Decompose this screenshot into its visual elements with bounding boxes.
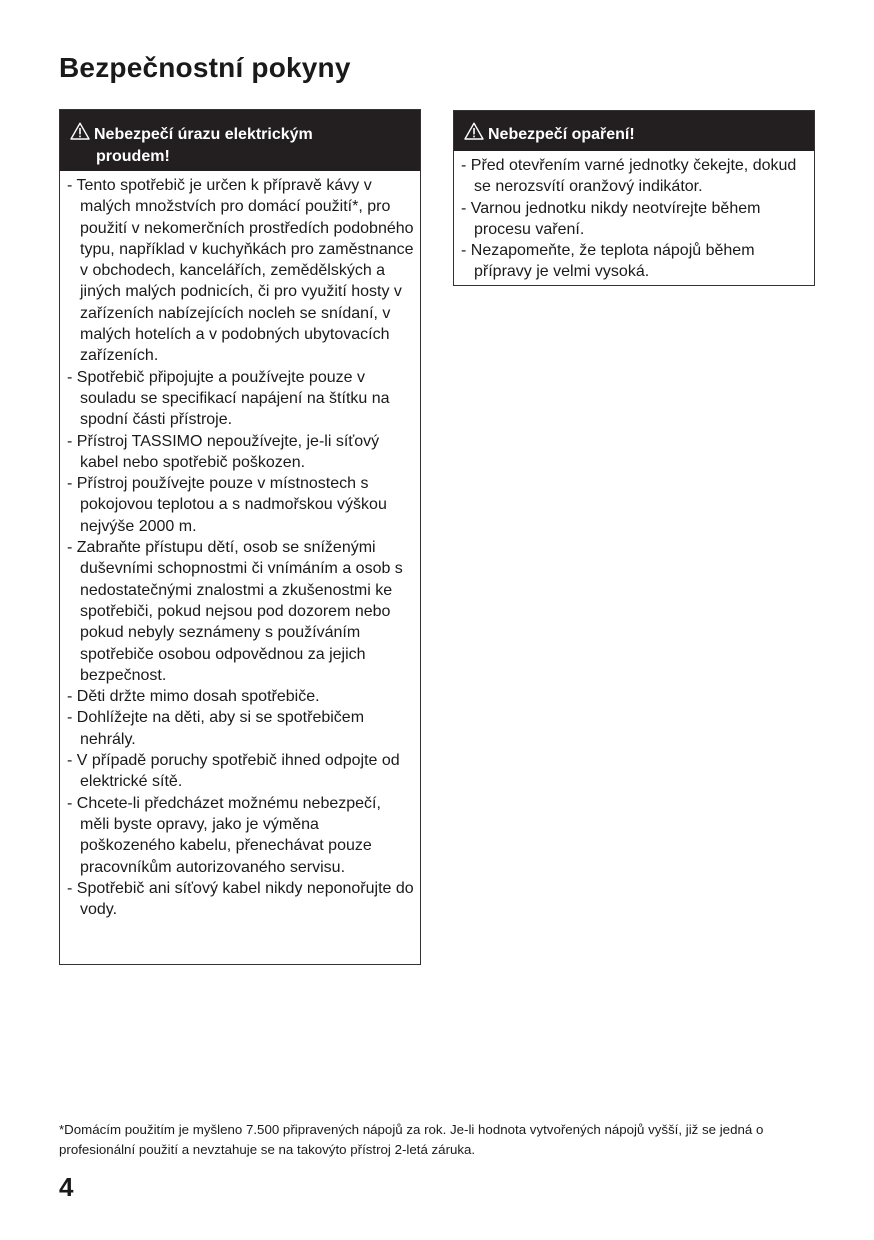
- scald-warning-header: [454, 111, 814, 151]
- scald-warning-title: Nebezpečí opaření!: [488, 126, 635, 143]
- page-title: Bezpečnostní pokyny: [59, 52, 351, 83]
- list-item: - V případě poruchy spotřebič ihned odpojte od elektrické sítě.: [67, 752, 400, 791]
- list-item: - Děti držte mimo dosah spotřebiče.: [67, 688, 320, 706]
- list-item: - Zabraňte přístupu dětí, osob se sníženými duševními schopnostmi či vnímáním a osob s nedostatečnými znalostmi a zkušenostmi ke spotřebiči, pokud nejsou pod dozorem nebo pokud nebyly seznámeny s používáním spotřebiče osobou odpovědnou za jejich bezpečnost.: [67, 539, 403, 684]
- scald-warning-list: [454, 151, 814, 283]
- footnote: *Domácím použitím je myšleno 7.500 připravených nápojů za rok. Je-li hodnota vytvořených nápojů vyšší, již se jedná o profesionální použití a nevztahuje se na takovýto přístroj 2-letá záruka.: [59, 1122, 764, 1157]
- warning-triangle-icon: [464, 122, 484, 140]
- list-item: - Před otevřením varné jednotky čekejte, dokud se nerozsvítí oranžový indikátor.: [461, 157, 797, 196]
- warning-triangle-icon: [70, 122, 90, 140]
- list-item: - Spotřebič připojujte a používejte pouze v souladu se specifikací napájení na štítku na spodní části přístroje.: [67, 368, 390, 429]
- list-item: - Tento spotřebič je určen k přípravě kávy v malých množstvích pro domácí použití*, pro použití v nekomerčních prostředích podobného typu, například v kuchyňkách pro zaměstnance v obchodech, kancelářích, zemědělských a jiných malých podnicích, či pro využití hosty v zařízeních nabízejících nocleh se snídaní, v malých hotelích a v podobných ubytovacích zařízeních.: [67, 177, 414, 365]
- electric-shock-warning-header: [60, 110, 420, 171]
- list-item: - Chcete-li předcházet možnému nebezpečí, měli byste opravy, jako je výměna poškozeného kabelu, přenechávat pouze pracovníkům autorizovaného servisu.: [67, 794, 381, 876]
- list-item: - Dohlížejte na děti, aby si se spotřebičem nehrály.: [67, 709, 365, 748]
- list-item: - Spotřebič ani síťový kabel nikdy neponořujte do vody.: [67, 879, 414, 919]
- list-item: - Přístroj TASSIMO nepoužívejte, je-li síťový kabel nebo spotřebič poškozen.: [67, 432, 380, 471]
- scald-warning-box: [453, 110, 815, 286]
- electric-shock-warning-list: [60, 171, 420, 920]
- list-item: - Varnou jednotku nikdy neotvírejte během procesu vaření.: [461, 199, 761, 238]
- page-number: 4: [59, 1172, 74, 1202]
- electric-shock-warning-title-line2: proudem!: [96, 148, 170, 165]
- electric-shock-warning-title-line1: Nebezpečí úrazu elektrickým: [94, 126, 313, 143]
- list-item: - Přístroj používejte pouze v místnostech s pokojovou teplotou a s nadmořskou výškou nejvýše 2000 m.: [67, 475, 387, 535]
- electric-shock-warning-box: [59, 109, 421, 965]
- list-item: - Nezapomeňte, že teplota nápojů během přípravy je velmi vysoká.: [461, 242, 755, 281]
